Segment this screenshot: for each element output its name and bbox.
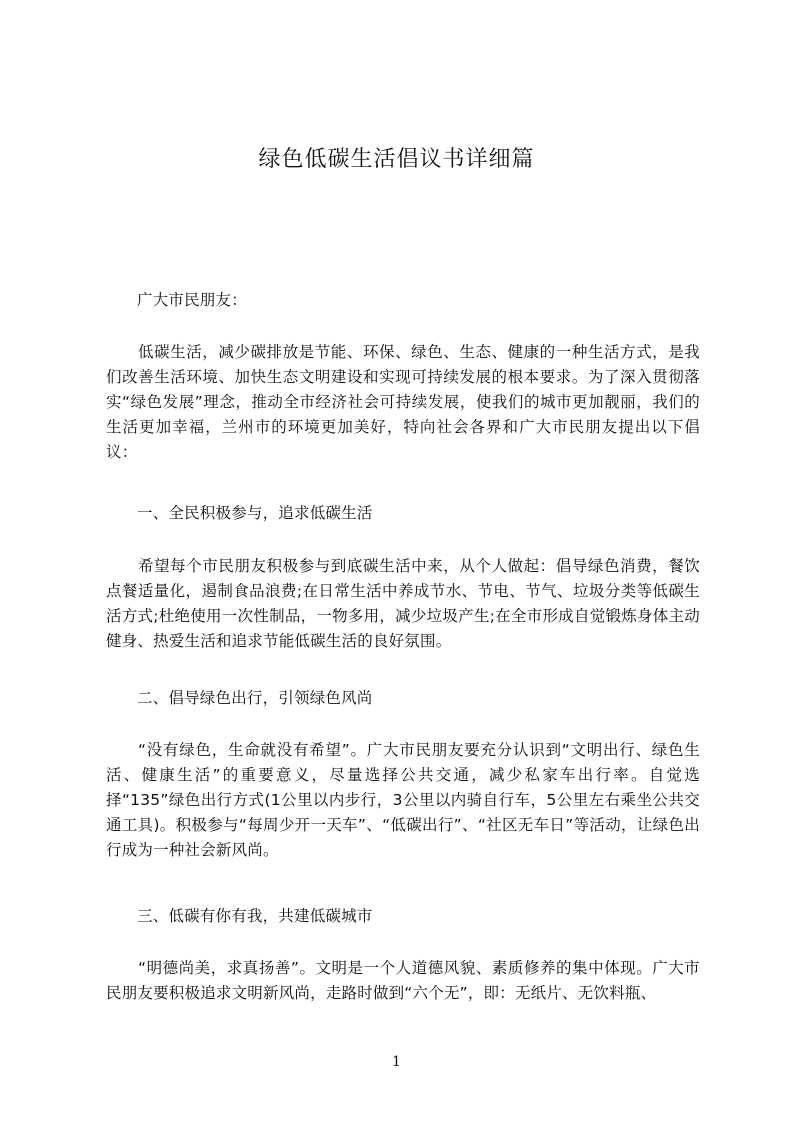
paragraph-section-1: 希望每个市民朋友积极参与到底碳生活中来，从个人做起：倡导绿色消费，餐饮点餐适量化，遏制食品浪费;在日常生活中养成节水、节电、节气、垃圾分类等低碳生活方式;杜绝使用一次性制品，一物多用，减少垃圾产生;在全市形成自觉锻炼身体主动健身、热爱生活和追求节能低碳生活的良好氛围。 xyxy=(106,557,700,650)
paragraph-section-3: “明德尚美，求真扬善”。文明是一个人道德风貌、素质修养的集中体现。广大市民朋友要积极追求文明新风尚，走路时做到“六个无”，即：无纸片、无饮料瓶、 xyxy=(106,959,700,1002)
paragraph-section-2: “没有绿色，生命就没有希望”。广大市民朋友要充分认识到“文明出行、绿色生活、健康生活”的重要意义，尽量选择公共交通，减少私家车出行率。自觉选择“135”绿色出行方式(1公里以内步行，3公里以内骑自行车，5公里左右乘坐公共交通工具)。积极参与“每周少开一天车”、“低碳出行”、“社区无车日”等活动，让绿色出行成为一种社会新风尚。 xyxy=(106,741,700,859)
greeting: 广大市民朋友： xyxy=(137,291,247,309)
paragraph-intro: 低碳生活，减少碳排放是节能、环保、绿色、生态、健康的一种生活方式，是我们改善生活环境、加快生态文明建设和实现可持续发展的根本要求。为了深入贯彻落实“绿色发展”理念，推动全市经济社会可持续发展，使我们的城市更加靓丽，我们的生活更加幸福，兰州市的环境更加美好，特向社会各界和广大市民朋友提出以下倡议： xyxy=(106,343,700,461)
section-heading-3: 三、低碳有你有我，共建低碳城市 xyxy=(137,907,373,925)
page-number: 1 xyxy=(392,1054,401,1070)
section-heading-1: 一、全民积极参与，追求低碳生活 xyxy=(137,504,373,522)
section-heading-2: 二、倡导绿色出行，引领绿色风尚 xyxy=(137,689,373,707)
document-title: 绿色低碳生活倡议书详细篇 xyxy=(258,147,535,172)
